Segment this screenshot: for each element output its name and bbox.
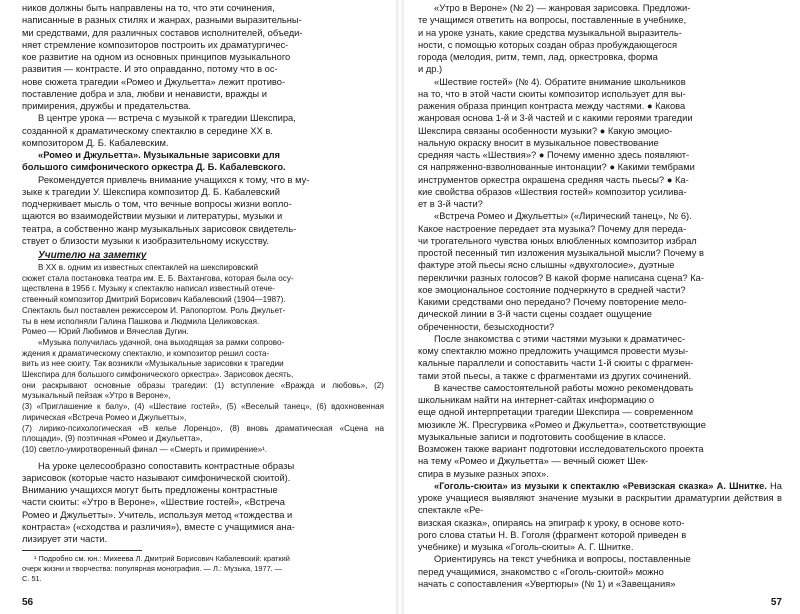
text-line: Возможен также вариант подготовки исследовательского проекта (418, 444, 704, 454)
text-line: зыке к трагедии У. Шекспира композитор Д. Б. Кабалевский (22, 186, 280, 197)
text-line: ми средствами, для различных составов исполнителей, объеди- (22, 27, 303, 38)
text-line: рого слова статьи Н. В. Гоголя (фрагмент которой приведен в (418, 529, 687, 540)
gogol-paragraph (418, 480, 782, 554)
text-line: «Музыка получилась удачной, она выходящая за рамки сопрово- (38, 337, 285, 347)
text-line: ствует о близости музыки к изобразительному искусству. (22, 235, 270, 246)
text-line: еще одной интерпретации трагедии Шекспира — современном (418, 407, 694, 418)
book-gutter (396, 0, 404, 614)
text-line: поставление добра и зла, любви и ненависти, вражды и (22, 88, 267, 99)
text-line (418, 480, 782, 517)
text-line: мюзикле Ж. Пресгурвика «Ромео и Джульетта», соответствующие (418, 419, 706, 430)
text-line: вить из нее сюиту. Так возникли «Музыкальные зарисовки к трагедии (22, 359, 284, 369)
text-line: На уроке целесообразно сопоставить контрастные образы (38, 460, 295, 471)
text-line: на тему «Ромео и Джульетта» — вечный сюжет Шек- (418, 456, 649, 467)
text-line: жанровая основа 1-й и 3-й частей и с какими героями трагедии (418, 113, 693, 124)
text-line: В качестве самостоятельной работы можно рекомендовать (434, 382, 694, 393)
center-paragraph (22, 112, 384, 149)
text-line: они раскрывают основные образы трагедии: (1) вступление «Вражда и любовь», (2) музыкальный пейзаж «Утро в Вероне», (22, 380, 384, 401)
text-line: театра, а собственно жанр музыкальных зарисовок свидетель- (22, 223, 297, 234)
text-line: ников должны быть направлены на то, что эти сочинения, (22, 3, 275, 13)
text-line: инструментов оркестра окрашена средняя часть пьесы? ● Ка- (418, 174, 689, 185)
text-line: чи трогательного чувства юных влюбленных композитор избрал (418, 235, 697, 246)
text-line: После знакомства с этими частями музыки к драматичес- (434, 333, 686, 344)
left-page (0, 0, 396, 614)
text-line: (3) «Приглашение к балу», (4) «Шествие гостей», (5) «Веселый танец», (6) вдохновенная лирическая «Встреча Ромео и Джульетты», (22, 402, 384, 422)
right-page (404, 0, 800, 614)
text-line: кое эмоциональное состояние подчеркнуто в средней части? (418, 284, 686, 295)
text-line: обреченности, безысходности? (418, 321, 555, 332)
text-line: школьникам найти на интернет-сайтах информацию о (418, 395, 655, 405)
text-line: кальные параллели и сопоставить части 1-й сюиты с фрагмен- (418, 358, 694, 369)
vstrecha-paragraph (418, 210, 782, 333)
orient-paragraph (418, 553, 782, 590)
text-line: музыкальные записи и подготовить сообщение в классе. (418, 431, 666, 442)
text-line: кому спектаклю можно предложить учащимся провести музы- (418, 346, 689, 356)
text-line: ты в нем исполняли Галина Пашкова и Людмила Целиковская. (22, 316, 260, 326)
text-line: Какими средствами оно передано? Почему повторение мело- (418, 297, 687, 307)
footnote-line: очерк жизни и творчества: популярная монография. — Л.: Музыка, 1977. — (22, 564, 283, 573)
footnote (22, 554, 384, 583)
text-line: фактуре этой пьесы ясно слышны «двухголосие», дуэтные (418, 260, 675, 271)
text-line: Спектакль был поставлен режиссером И. Рапопортом. Роль Джульет- (22, 305, 286, 315)
page-number-left: 56 (22, 597, 34, 608)
text-line: простой песенный тип изложения музыкальной мысли? Почему в (418, 248, 704, 258)
text-line: ся напряженно-взволнованные интонации? ● Какими тембрами (418, 162, 695, 173)
text-line: перед учащимися, знакомство с «Гоголь-сюитой» можно (418, 566, 664, 577)
text-line: переклички разных голосов? В какой форме написана сцена? Ка- (418, 272, 704, 283)
text-line: те учащимся ответить на вопросы, поставленные в учебнике, (418, 15, 687, 26)
text-line: ет в 3-й части? (418, 199, 483, 209)
page-number-right: 57 (770, 597, 782, 608)
text-line: подчеркивает мысль о том, что вечные вопросы жизни вопло- (22, 199, 292, 209)
text-line: и др.) (418, 64, 443, 75)
text-span: На уроке учащиеся выявляют значение музыки в раскрытии драматургии действия в спектакле «Ре- (418, 480, 783, 516)
text-line: сюжет стала постановка театра им. Е. Б. Вахтангова, которая была осу- (22, 273, 294, 283)
text-line: ражения образа принцип контраста между частями. ● Какова (418, 101, 686, 111)
text-line: на то, что в этой части сюиты композитор использует для вы- (418, 88, 686, 99)
teacher-note-paragraph (22, 263, 384, 338)
text-line: «Шествие гостей» (№ 4). Обратите внимание школьников (434, 76, 686, 87)
text-line: начать с сопоставления «Увертюры» (№ 1) и «Завещания» (418, 578, 676, 589)
intro-paragraph (22, 2, 384, 112)
gogol-section-heading: «Гоголь-сюита» из музыки к спектаклю «Ревизская сказка» А. Шнитке. (434, 480, 767, 491)
lesson-paragraph (22, 460, 384, 546)
text-line: В XX в. одним из известных спектаклей на шекспировский (38, 263, 259, 272)
text-line: ственный композитор Дмитрий Борисович Кабалевский (1904—1987). (22, 295, 286, 305)
text-line: ности, с помощью которых создан образ пробуждающегося (418, 39, 678, 50)
text-line: визская сказка», опираясь на эпиграф к уроку, в основе кото- (418, 517, 685, 528)
text-line: развития — контрасте. И это оправданно, потому что в ос- (22, 64, 278, 75)
quote-paragraph (22, 338, 384, 456)
heading-line: «Ромео и Джульетта». Музыкальные зарисовки для (38, 150, 280, 160)
text-line: учебнике) и музыка «Гоголь-сюиты» А. Г. Шнитке. (418, 542, 634, 552)
text-line: спира в музыке разных эпох». (418, 468, 549, 479)
shestvie-paragraph (418, 76, 782, 211)
text-line: Вниманию учащихся могут быть предложены контрастные (22, 485, 278, 496)
text-line: няет стремление композиторов построить их драматургичес- (22, 39, 289, 50)
text-line: В центре урока — встреча с музыкой к трагедии Шекспира, (38, 113, 296, 124)
text-line: кие свойства образов «Шествия гостей» композитор усилива- (418, 186, 687, 197)
footnote-rule (22, 550, 142, 551)
text-line: города (мелодия, ритм, темп, лад, оркестровка, форма (418, 52, 658, 62)
text-line: Шекспира для большого симфонического оркестра». Зарисовок десять, (22, 370, 294, 380)
posle-paragraph (418, 333, 782, 480)
text-line: нальную окраску вносит в музыкальное повествование (418, 137, 659, 148)
text-line: Ромео и Джульетты». Учитель, используя метод «тождества и (22, 509, 293, 520)
heading-line: большого симфонического оркестра Д. Б. Кабалевского. (22, 162, 286, 173)
text-line: (10) светло-умиротворенный финал — «Смерть и примирение»¹. (22, 444, 268, 454)
text-line: тами этой пьесы, а также с фрагментами из других сочинений. (418, 370, 692, 381)
text-line: Ромео — Юрий Любимов и Вячеслав Дугин. (22, 327, 189, 337)
utro-paragraph (418, 2, 782, 76)
text-line: и на уроке узнать, какие средства музыкальной выразитель- (418, 27, 682, 38)
text-line: зарисовок (которые часто называют симфонической сюитой). (22, 472, 291, 483)
teacher-note-heading: Учителю на заметку (38, 250, 147, 261)
text-line: «Утро в Вероне» (№ 2) — жанровая зарисовка. Предложи- (434, 3, 691, 13)
text-line: кое развитие на одном из основных принципов музыкального (22, 52, 291, 62)
text-line: ждения к драматическому спектаклю, и композитор решил соста- (22, 348, 270, 358)
text-line: композитором Д. Б. Кабалевским. (22, 137, 169, 148)
text-line: части сюиты: «Утро в Вероне», «Шествие гостей», «Встреча (22, 497, 285, 508)
right-text-column (418, 2, 782, 590)
text-line: лизирует эти части. (22, 534, 108, 545)
footnote-line: ¹ Подробно см. юн.: Михеева Л. Дмитрий Борисович Кабалевский: краткий (34, 554, 290, 564)
text-line: средняя часть «Шествия»? ● Почему именно здесь появляют- (418, 150, 690, 160)
romeo-paragraph (22, 174, 384, 248)
text-line: (7) лирико-психологическая «В келье Лоренцо», (8) вновь драматическая «Сцена на площади», (9) поэтичная «Ромео и Джульетта», (22, 423, 384, 444)
text-line: контраста» («сходства и различия»), вместе с учащимися ана- (22, 521, 295, 532)
romeo-section-heading (22, 149, 384, 174)
text-line: примирения, дружбы и предательства. (22, 101, 191, 111)
text-line: Ориентируясь на текст учебника и вопросы, поставленные (434, 554, 691, 565)
text-line: ществлена в 1956 г. Музыку к спектаклю написал известный отече- (22, 284, 275, 294)
text-line: щаются во взаимодействии музыки и литературы, музыки и (22, 211, 283, 222)
left-text-column (22, 2, 384, 583)
text-line: созданной к драматическому спектаклю в середине XX в. (22, 125, 273, 136)
text-line: нове сюжета трагедии «Ромео и Джульетта» лежит противо- (22, 76, 286, 87)
text-line: написанные в разных стилях и жанрах, разными выразительны- (22, 15, 302, 26)
text-line: дической линии в 3-й части сцены создает ощущение (418, 309, 652, 320)
text-line: Шекспира связаны особенности музыки? ● Какую эмоцио- (418, 125, 673, 136)
text-line: «Встреча Ромео и Джульетты» («Лирический танец», № 6). (434, 211, 692, 222)
footnote-line: С. 51. (22, 573, 42, 583)
text-line: Какое настроение передает эта музыка? Почему для переда- (418, 223, 687, 234)
text-line: Рекомендуется привлечь внимание учащихся к тому, что в му- (38, 174, 310, 185)
